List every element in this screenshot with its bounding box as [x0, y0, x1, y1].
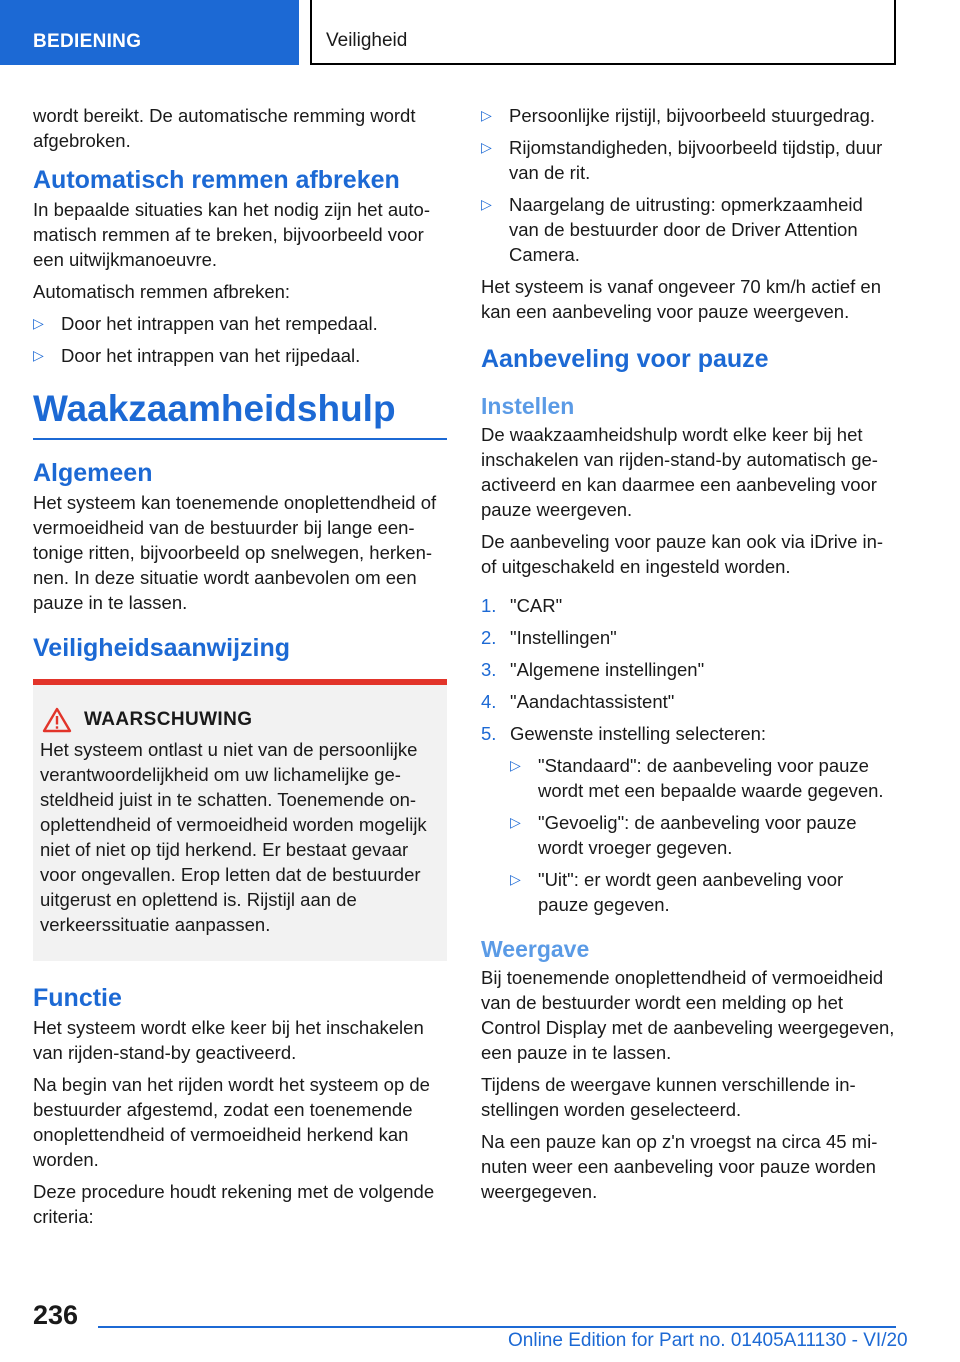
- list-item: ▷ "Uit": er wordt geen aanbeveling voor pauze gegeven.: [510, 869, 844, 915]
- heading-veiligheidsaanwijzing: Veiligheidsaanwijzing: [33, 634, 291, 662]
- heading-aanbeveling: Aanbeveling voor pauze: [481, 345, 769, 373]
- step-item: 1. "CAR": [481, 595, 563, 616]
- settings-steps: [481, 593, 895, 746]
- weergave-paragraph-3: Na een pauze kan op z'n vroegst na circa 45 minuten weer een aanbeveling voor pauze worden weergegeven.: [481, 1131, 878, 1202]
- left-column: [33, 103, 447, 1236]
- heading-functie: Functie: [33, 984, 122, 1012]
- instellen-paragraph-2: De aanbeveling voor pauze kan ook via iDrive in- of uitgeschakeld en ingesteld worden.: [481, 531, 884, 577]
- weergave-paragraph-1: Bij toenemende onoplettendheid of vermoeidheid van de bestuurder wordt een melding op het Control Display met de aanbeveling weergegeven, een pauze in te lassen.: [481, 967, 895, 1063]
- heading-algemeen: Algemeen: [33, 459, 153, 487]
- functie-paragraph-1: Het systeem wordt elke keer bij het inschakelen van rijden-stand-by geactiveerd.: [33, 1017, 424, 1063]
- list-item: ▷ Rijomstandigheden, bijvoorbeeld tijdstip, duur van de rit.: [481, 137, 883, 183]
- criteria-list: [481, 103, 895, 267]
- auto-brake-list: [33, 311, 447, 368]
- list-item: ▷ "Standaard": de aanbeveling voor pauze wordt met een bepaalde waarde gegeven.: [510, 755, 884, 801]
- heading-auto-brake-cancel: Automatisch remmen afbreken: [33, 166, 400, 194]
- list-item: ▷ Persoonlijke rijstijl, bijvoorbeeld stuurgedrag.: [481, 105, 876, 126]
- footer-divider: [98, 1326, 896, 1328]
- list-item: ▷ Door het intrappen van het rijpedaal.: [33, 345, 361, 366]
- warning-header: [40, 707, 440, 733]
- warning-text: Het systeem ontlast u niet van de persoonlijke verantwoordelijkheid om uw lichamelijke gesteldheid juist in te schatten. Toenemende onoplettendheid of vermoeidheid worden mogelijk niet of niet op tijd herkend. Er bestaat gevaar voor ongevallen. Erop letten dat de bestuurder uitgerust en oplettend is. Rijstijl aan de verkeerssituatie aanpassen.: [40, 739, 427, 935]
- step-item: 2. "Instellingen": [481, 627, 617, 648]
- heading-waakzaamheidshulp: Waakzaamheidshulp: [33, 386, 447, 440]
- auto-brake-paragraph-1: In bepaalde situaties kan het nodig zijn het automatisch remmen af te breken, bijvoorbeeld voor een uitwijkmanoeuvre.: [33, 199, 431, 270]
- warning-triangle-icon: [42, 707, 72, 733]
- triangle-right-icon: ▷: [481, 196, 492, 212]
- speed-paragraph: Het systeem is vanaf ongeveer 70 km/h actief en kan een aanbeveling voor pauze weergeven.: [481, 276, 882, 322]
- triangle-right-icon: ▷: [33, 315, 44, 331]
- chapter-tab: [310, 0, 896, 65]
- step-item: 4. "Aandachtassistent": [481, 691, 675, 712]
- auto-brake-paragraph-2: Automatisch remmen afbreken:: [33, 281, 291, 302]
- section-tab: [0, 0, 299, 65]
- chapter-label: Veiligheid: [326, 30, 408, 51]
- functie-paragraph-2: Na begin van het rijden wordt het systeem op de bestuurder afgestemd, zodat een toenemende onoplettendheid of vermoeidheid herkend kan worden.: [33, 1074, 430, 1170]
- list-item: ▷ Door het intrappen van het rempedaal.: [33, 313, 378, 334]
- right-column: [481, 103, 895, 1211]
- intro-paragraph: wordt bereikt. De automatische remming wordt afgebroken.: [33, 105, 416, 151]
- triangle-right-icon: ▷: [510, 814, 521, 830]
- footer-edition: Online Edition for Part no. 01405A11130 - VI/20: [508, 1330, 908, 1351]
- options-list: [510, 753, 895, 917]
- step-item: 3. "Algemene instellingen": [481, 659, 705, 680]
- instellen-paragraph-1: De waakzaamheidshulp wordt elke keer bij het inschakelen van rijden-stand-by automatisch geactiveerd en kan daarmee een aanbeveling voor pauze weergeven.: [481, 424, 878, 520]
- heading-weergave: Weergave: [481, 936, 590, 962]
- triangle-right-icon: ▷: [481, 107, 492, 123]
- triangle-right-icon: ▷: [33, 347, 44, 363]
- step-item: 5. Gewenste instelling selecteren:: [481, 723, 767, 744]
- algemeen-paragraph: Het systeem kan toenemende onoplettendheid of vermoeidheid van de bestuurder bij lange eentonige ritten, bijvoorbeeld op snelwegen, herkennen. In deze situatie wordt aanbevolen om een pauze in te lassen.: [33, 492, 437, 613]
- list-item: ▷ Naargelang de uitrusting: opmerkzaamheid van de bestuurder door de Driver Attention Camera.: [481, 194, 863, 265]
- page-number: 236: [33, 1300, 79, 1330]
- weergave-paragraph-2: Tijdens de weergave kunnen verschillende instellingen worden geselecteerd.: [481, 1074, 856, 1120]
- triangle-right-icon: ▷: [510, 757, 521, 773]
- heading-instellen: Instellen: [481, 393, 575, 419]
- functie-paragraph-3: Deze procedure houdt rekening met de volgende criteria:: [33, 1181, 435, 1227]
- triangle-right-icon: ▷: [510, 871, 521, 887]
- triangle-right-icon: ▷: [481, 139, 492, 155]
- section-label: BEDIENING: [33, 31, 142, 52]
- warning-box: [33, 679, 447, 961]
- warning-title: WAARSCHUWING: [84, 709, 253, 730]
- list-item: ▷ "Gevoelig": de aanbeveling voor pauze wordt vroeger gegeven.: [510, 812, 857, 858]
